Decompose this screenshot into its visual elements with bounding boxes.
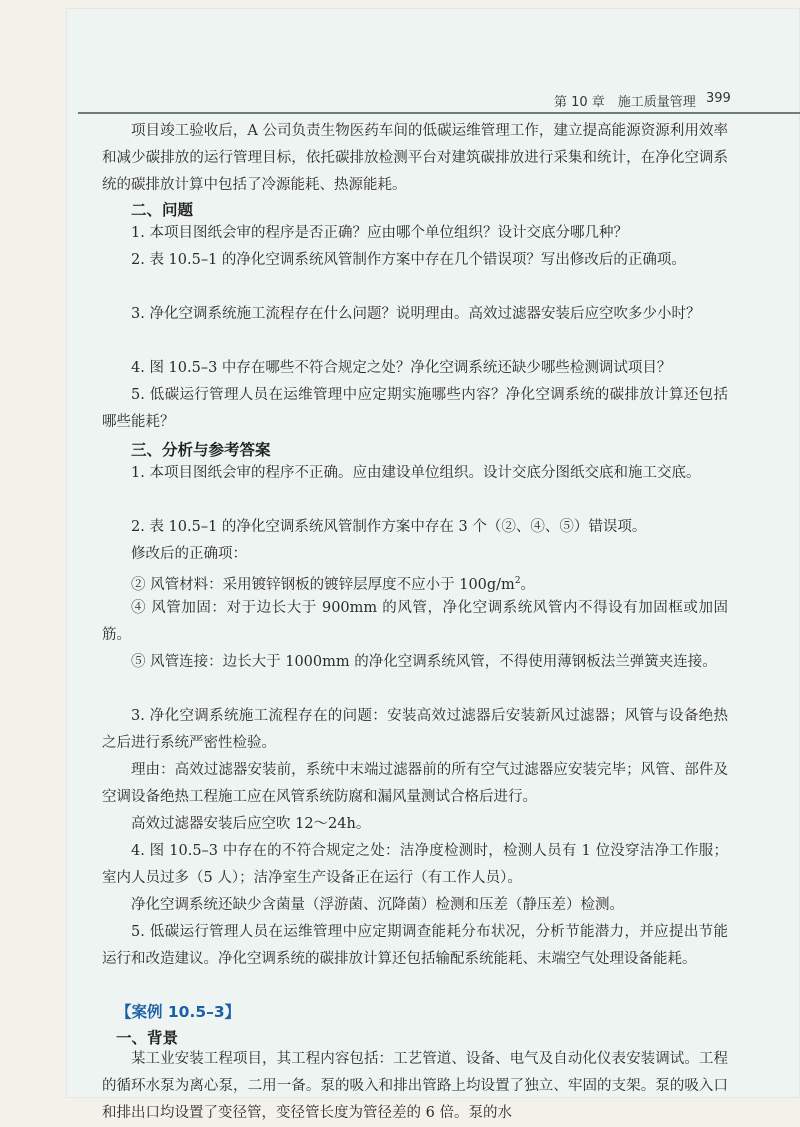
intro-paragraph: 项目竣工验收后，A 公司负责生物医药车间的低碳运维管理工作，建立提高能源资源利用效率和减少碳排放的运行管理目标，依托碳排放检测平台对建筑碳排放进行采集和统计，在净化空调系统的碳排放计算中包括了冷源能耗、热源能耗。 bbox=[102, 123, 728, 193]
question-1: 1. 本项目图纸会审的程序是否正确？应由哪个单位组织？设计交底分哪几种？ bbox=[131, 225, 628, 241]
question-4: 4. 图 10.5–3 中存在哪些不符合规定之处？净化空调系统还缺少哪些检测调试项目？ bbox=[131, 360, 672, 376]
answers-heading: 三、分析与参考答案 bbox=[131, 441, 271, 459]
chapter-title: 第 10 章 施工质量管理 bbox=[554, 95, 696, 110]
answer-2-item-4: ④ 风管加固：对于边长大于 900mm 的风管，净化空调系统风管内不得设有加固框或加固筋。 bbox=[102, 600, 728, 643]
answer-3: 3. 净化空调系统施工流程存在的问题：安装高效过滤器后安装新风过滤器；风管与设备绝热之后进行系统严密性检验。 bbox=[102, 708, 728, 751]
answer-2-item-5: ⑤ 风管连接：边长大于 1000mm 的净化空调系统风管，不得使用薄钢板法兰弹簧夹连接。 bbox=[131, 654, 717, 670]
case-title: 【案例 10.5–3】 bbox=[116, 1003, 241, 1021]
answer-2-item-2-end: 。 bbox=[520, 576, 536, 593]
background-heading: 一、背景 bbox=[116, 1029, 179, 1047]
answer-1: 1. 本项目图纸会审的程序不正确。应由建设单位组织。设计交底分图纸交底和施工交底。 bbox=[131, 465, 701, 481]
case-background-text: 某工业安装工程项目，其工程内容包括：工艺管道、设备、电气及自动化仪表安装调试。工程的循环水泵为离心泵，二用一备。泵的吸入和排出管路上均设置了独立、牢固的支架。泵的吸入口和排出口均设置了变径管，变径管长度为管径差的 6 倍。泵的水 bbox=[102, 1051, 728, 1121]
answer-4: 4. 图 10.5–3 中存在的不符合规定之处：洁净度检测时，检测人员有 1 位没穿洁净工作服；室内人员过多（5 人）；洁净室生产设备正在运行（有工作人员）。 bbox=[102, 843, 728, 886]
answer-2-item-2-text: ② 风管材料：采用镀锌钢板的镀锌层厚度不应小于 100g/m bbox=[131, 576, 515, 593]
answer-5: 5. 低碳运行管理人员在运维管理中应定期调查能耗分布状况，分析节能潜力，并应提出节能运行和改造建议。净化空调系统的碳排放计算还包括输配系统能耗、末端空气处理设备能耗。 bbox=[102, 924, 728, 967]
running-header bbox=[66, 86, 800, 112]
header-rule bbox=[78, 112, 800, 114]
question-2: 2. 表 10.5–1 的净化空调系统风管制作方案中存在几个错误项？写出修改后的正确项。 bbox=[131, 252, 686, 268]
unit-superscript: 2 bbox=[514, 576, 521, 586]
answer-4-more: 净化空调系统还缺少含菌量（浮游菌、沉降菌）检测和压差（静压差）检测。 bbox=[131, 897, 624, 913]
questions-heading: 二、问题 bbox=[131, 201, 194, 219]
page-number: 399 bbox=[706, 91, 731, 106]
answer-3-time: 高效过滤器安装后应空吹 12～24h。 bbox=[131, 816, 371, 832]
answer-3-reason: 理由：高效过滤器安装前，系统中末端过滤器前的所有空气过滤器应安装完毕；风管、部件及空调设备绝热工程施工应在风管系统防腐和漏风量测试合格后进行。 bbox=[102, 762, 728, 805]
question-5: 5. 低碳运行管理人员在运维管理中应定期实施哪些内容？净化空调系统的碳排放计算还包括哪些能耗？ bbox=[102, 387, 728, 430]
answer-2-subtitle: 修改后的正确项： bbox=[131, 546, 247, 562]
answer-2: 2. 表 10.5–1 的净化空调系统风管制作方案中存在 3 个（②、④、⑤）错误项。 bbox=[131, 519, 647, 535]
question-3: 3. 净化空调系统施工流程存在什么问题？说明理由。高效过滤器安装后应空吹多少小时？ bbox=[131, 306, 701, 322]
